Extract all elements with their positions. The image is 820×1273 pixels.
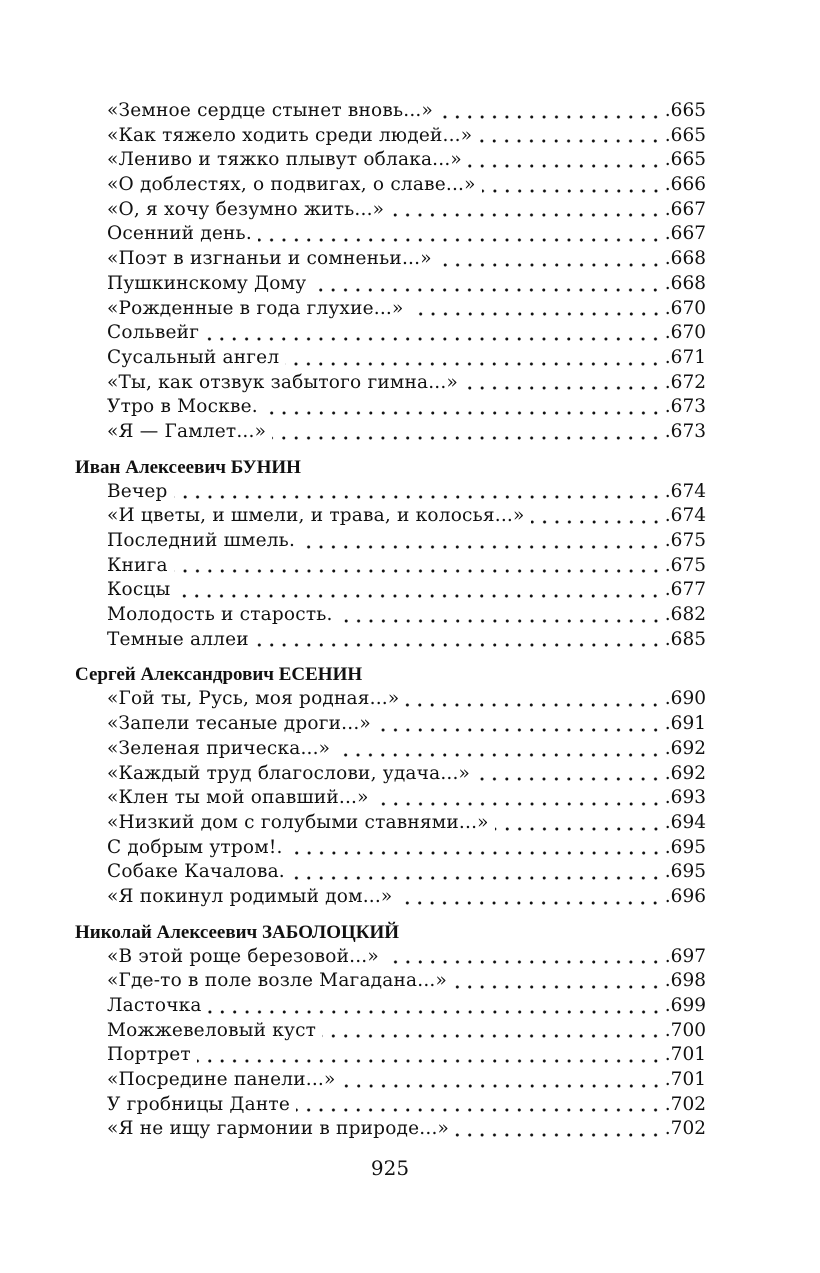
dot-leader	[385, 945, 662, 970]
entry-page: .691	[664, 713, 706, 735]
toc-entry	[75, 420, 706, 445]
dot-leader	[410, 297, 662, 322]
toc-entry	[75, 222, 706, 247]
entry-page: .701	[664, 1044, 706, 1066]
entry-title: «Ты, как отзвук забытого гимна...»	[107, 371, 458, 393]
toc-entry	[75, 1117, 706, 1142]
toc-entry	[75, 124, 706, 149]
dot-leader	[339, 603, 662, 628]
toc-entry	[75, 371, 706, 396]
entry-title: Вечер	[107, 480, 168, 502]
entry-title: Косцы	[107, 579, 171, 601]
entry-page: .668	[664, 248, 706, 270]
entry-page: .692	[664, 737, 706, 759]
entry-page: .667	[664, 198, 706, 220]
entry-page: .685	[664, 628, 706, 650]
toc-entry	[75, 578, 706, 603]
entry-title: Собаке Качалова.	[107, 861, 285, 883]
dot-leader	[301, 529, 662, 554]
entry-page: .666	[664, 174, 706, 196]
toc-entry	[75, 836, 706, 861]
dot-leader	[495, 811, 662, 836]
toc-entry	[75, 1019, 706, 1044]
entry-page: .667	[664, 223, 706, 245]
entry-page: .675	[664, 554, 706, 576]
entry-title: Утро в Москве.	[107, 396, 258, 418]
entry-title: «Где-то в поле возле Магадана...»	[107, 970, 448, 992]
dot-leader	[375, 786, 662, 811]
toc-entry	[75, 1043, 706, 1068]
entry-page: .674	[664, 505, 706, 527]
entry-page: .699	[664, 995, 706, 1016]
author-heading: Николай Алексеевич ЗАБОЛОЦКИЙ	[75, 921, 400, 943]
dot-leader	[174, 480, 662, 505]
dot-leader	[264, 395, 662, 420]
entry-page: .670	[664, 322, 706, 344]
dot-leader	[176, 578, 661, 603]
toc-entry	[75, 994, 706, 1019]
dot-leader	[197, 1043, 662, 1068]
dot-leader	[208, 994, 662, 1019]
entry-title: Ласточка	[107, 995, 202, 1016]
toc-entry	[75, 395, 706, 420]
entry-title: «Земное сердце стынет вновь...»	[107, 100, 433, 121]
entry-title: Портрет	[107, 1044, 191, 1066]
toc-entry	[75, 945, 706, 970]
dot-leader	[258, 222, 662, 247]
dot-leader	[455, 1117, 662, 1142]
entry-title: «Низкий дом с голубыми ставнями...»	[107, 811, 489, 833]
dot-leader	[398, 885, 661, 910]
entry-page: .695	[664, 836, 706, 858]
toc-entry	[75, 272, 706, 297]
entry-page: .692	[664, 762, 706, 784]
entry-title: «Я не ищу гармонии в природе...»	[107, 1118, 450, 1140]
entry-title: «Клен ты мой опавший...»	[107, 787, 369, 809]
toc-entry	[75, 786, 706, 811]
entry-title: «Запели тесаные дроги...»	[107, 713, 371, 735]
entry-title: «Как тяжело ходить среди людей...»	[107, 124, 473, 146]
entry-page: .673	[664, 420, 706, 442]
entry-page: .697	[664, 945, 706, 967]
dot-leader	[478, 124, 662, 149]
toc-entry	[75, 762, 706, 787]
author-heading: Сергей Александрович ЕСЕНИН	[75, 664, 363, 686]
entry-page: .672	[664, 371, 706, 393]
dot-leader	[342, 1068, 662, 1093]
entry-title: «Я — Гамлет...»	[107, 420, 267, 442]
toc-entry	[75, 247, 706, 272]
dot-leader	[291, 860, 662, 885]
entry-title: Последний шмель.	[107, 530, 296, 551]
dot-leader	[377, 712, 662, 737]
toc-entry	[75, 603, 706, 628]
entry-page: .668	[664, 272, 706, 294]
entry-title: Сольвейг	[107, 322, 200, 344]
entry-title: «Посредине панели...»	[107, 1069, 336, 1091]
dot-leader	[390, 198, 662, 223]
toc-entry	[75, 885, 706, 910]
dot-leader	[255, 628, 662, 653]
dot-leader	[438, 247, 662, 272]
entry-page: .665	[664, 149, 706, 171]
entry-page: .702	[664, 1093, 706, 1115]
toc-entry	[75, 860, 706, 885]
dot-leader	[322, 1019, 662, 1044]
toc-entry	[75, 480, 706, 505]
entry-title: «Я покинул родимый дом...»	[107, 885, 393, 907]
dot-leader	[285, 346, 662, 371]
entry-page: .671	[664, 346, 706, 368]
toc-entry	[75, 969, 706, 994]
entry-title: «Лениво и тяжко плывут облака...»	[107, 149, 462, 171]
entry-page: .695	[664, 861, 706, 883]
dot-leader	[468, 148, 662, 173]
entry-title: Можжевеловый куст	[107, 1019, 317, 1041]
entry-title: «Поэт в изгнаньи и сомненьи...»	[107, 248, 432, 270]
dot-leader	[296, 1093, 662, 1118]
entry-page: .677	[664, 579, 706, 601]
dot-leader	[482, 173, 662, 198]
dot-leader	[405, 687, 661, 712]
dot-leader	[205, 321, 662, 346]
entry-title: «Рожденные в года глухие...»	[107, 297, 404, 319]
toc-entry	[75, 687, 706, 712]
dot-leader	[453, 969, 662, 994]
entry-title: С добрым утром!.	[107, 836, 283, 858]
toc-entry	[75, 1093, 706, 1118]
toc-entry	[75, 99, 706, 124]
author-heading: Иван Алексеевич БУНИН	[75, 456, 301, 478]
dot-leader	[464, 371, 662, 396]
toc-entry	[75, 198, 706, 223]
toc-entry	[75, 712, 706, 737]
toc-entry	[75, 554, 706, 579]
entry-page: .694	[664, 811, 706, 833]
entry-page: .700	[664, 1019, 706, 1041]
toc-entry	[75, 628, 706, 653]
table-of-contents	[75, 99, 706, 1142]
entry-page: .682	[664, 604, 706, 626]
dot-leader	[439, 99, 662, 124]
entry-page: .673	[664, 396, 706, 418]
entry-page: .690	[664, 688, 706, 710]
entry-title: Осенний день.	[107, 223, 252, 245]
dot-leader	[312, 272, 661, 297]
toc-entry	[75, 1068, 706, 1093]
entry-title: Темные аллеи	[107, 628, 249, 650]
toc-entry	[75, 321, 706, 346]
entry-title: «Зеленая прическа...»	[107, 737, 331, 759]
entry-title: «В этой роще березовой...»	[107, 945, 379, 967]
toc-entry	[75, 346, 706, 371]
dot-leader	[476, 762, 662, 787]
entry-title: «И цветы, и шмели, и трава, и колосья...»	[107, 505, 525, 527]
dot-leader	[289, 836, 662, 861]
entry-page: .675	[664, 530, 706, 551]
entry-page: .693	[664, 787, 706, 809]
entry-title: «О, я хочу безумно жить...»	[107, 198, 385, 220]
entry-title: «О доблестях, о подвигах, о славе...»	[107, 174, 476, 196]
entry-title: «Каждый труд благослови, удача...»	[107, 762, 471, 784]
dot-leader	[272, 420, 662, 445]
entry-page: .702	[664, 1118, 706, 1140]
toc-entry	[75, 173, 706, 198]
toc-entry	[75, 737, 706, 762]
toc-entry	[75, 504, 706, 529]
dot-leader	[336, 737, 662, 762]
entry-title: Молодость и старость.	[107, 604, 333, 626]
entry-title: Сусальный ангел	[107, 346, 280, 368]
entry-page: .674	[664, 480, 706, 502]
dot-leader	[174, 554, 662, 579]
toc-entry	[75, 529, 706, 554]
toc-entry	[75, 811, 706, 836]
toc-entry	[75, 297, 706, 322]
entry-title: «Гой ты, Русь, моя родная...»	[107, 688, 400, 710]
entry-title: Книга	[107, 554, 168, 576]
entry-page: .665	[664, 124, 706, 146]
toc-entry	[75, 148, 706, 173]
entry-page: .698	[664, 970, 706, 992]
page-number: 925	[370, 1156, 410, 1180]
entry-page: .670	[664, 297, 706, 319]
dot-leader	[531, 504, 662, 529]
entry-page: .701	[664, 1069, 706, 1091]
entry-page: .696	[664, 885, 706, 907]
entry-title: Пушкинскому Дому	[107, 272, 307, 294]
entry-page: .665	[664, 100, 706, 121]
entry-title: У гробницы Данте	[107, 1093, 291, 1115]
